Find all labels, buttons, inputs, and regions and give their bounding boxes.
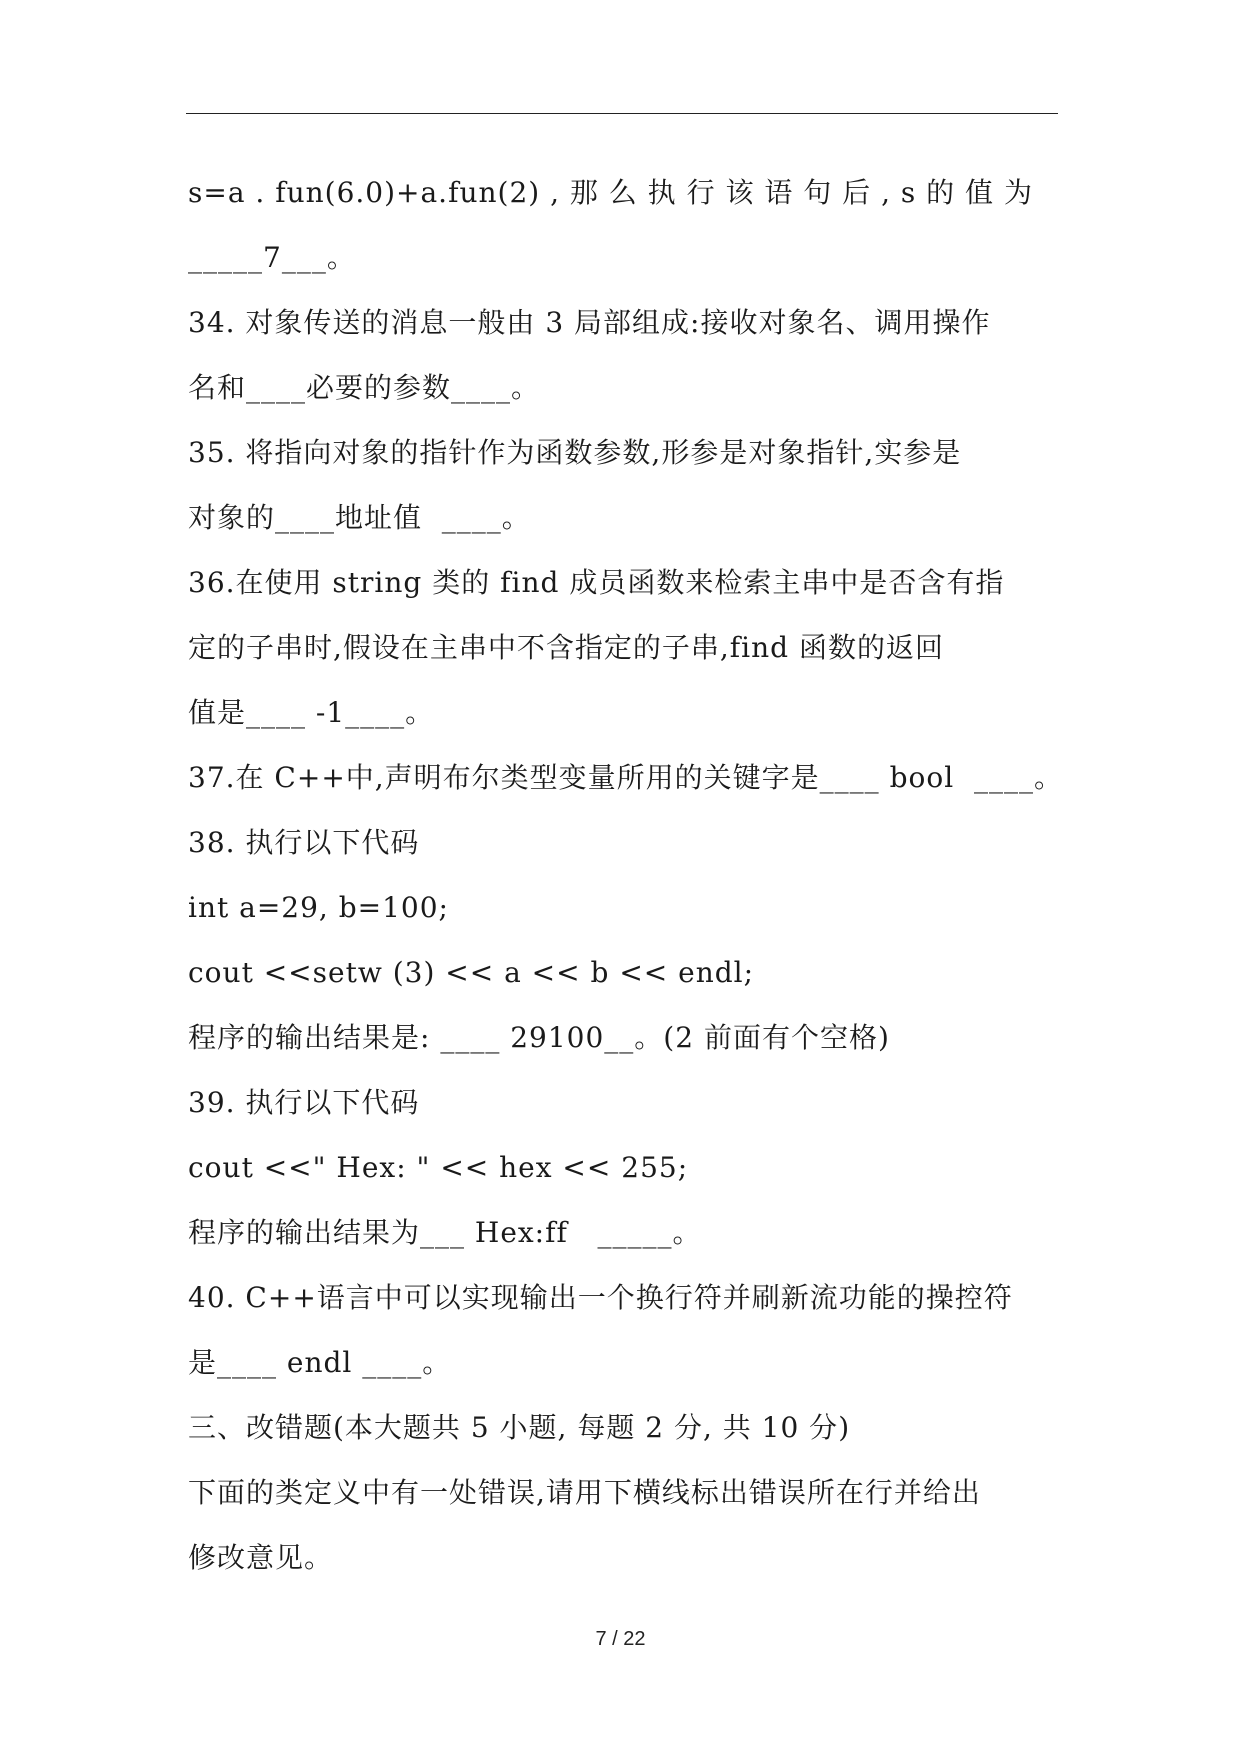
text-line: 定的子串时,假设在主串中不含指定的子串,find 函数的返回 [188,631,944,664]
code-line: int a=29, b=100; [188,891,449,924]
question-38-line: 38. 执行以下代码 [188,826,420,859]
text-line: s=a . fun(6.0)+a.fun(2) , 那 么 执 行 该 语 句 后 , s 的 值 为 [188,176,1033,209]
text-line: 下面的类定义中有一处错误,请用下横线标出错误所在行并给出 [188,1476,981,1509]
question-35-line: 35. 将指向对象的指针作为函数参数,形参是对象指针,实参是 [188,436,962,469]
code-line: cout <<setw (3) << a << b << endl; [188,956,755,989]
text-line: 对象的____地址值 ____。 [188,501,531,534]
question-39-line: 39. 执行以下代码 [188,1086,420,1119]
text-line: 程序的输出结果是: ____ 29100__。(2 前面有个空格) [188,1021,890,1054]
text-line: 值是____ -1____。 [188,696,435,729]
question-37-line: 37.在 C++中,声明布尔类型变量所用的关键字是____ bool ____。 [188,761,1063,794]
header-rule [186,113,1058,114]
section-heading: 三、改错题(本大题共 5 小题, 每题 2 分, 共 10 分) [188,1411,851,1444]
question-34-line: 34. 对象传送的消息一般由 3 局部组成:接收对象名、调用操作 [188,306,991,339]
text-line: 名和____必要的参数____。 [188,371,541,404]
text-line: _____7___。 [188,241,356,274]
text-line: 程序的输出结果为___ Hex:ff _____。 [188,1216,702,1249]
document-body [188,160,1088,1590]
page-number: 7 / 22 [595,1628,646,1650]
question-40-line: 40. C++语言中可以实现输出一个换行符并刷新流功能的操控符 [188,1281,1013,1314]
code-line: cout <<" Hex: " << hex << 255; [188,1151,689,1184]
text-line: 修改意见。 [188,1541,334,1574]
text-line: 是____ endl ____。 [188,1346,452,1379]
question-36-line: 36.在使用 string 类的 find 成员函数来检索主串中是否含有指 [188,566,1005,599]
